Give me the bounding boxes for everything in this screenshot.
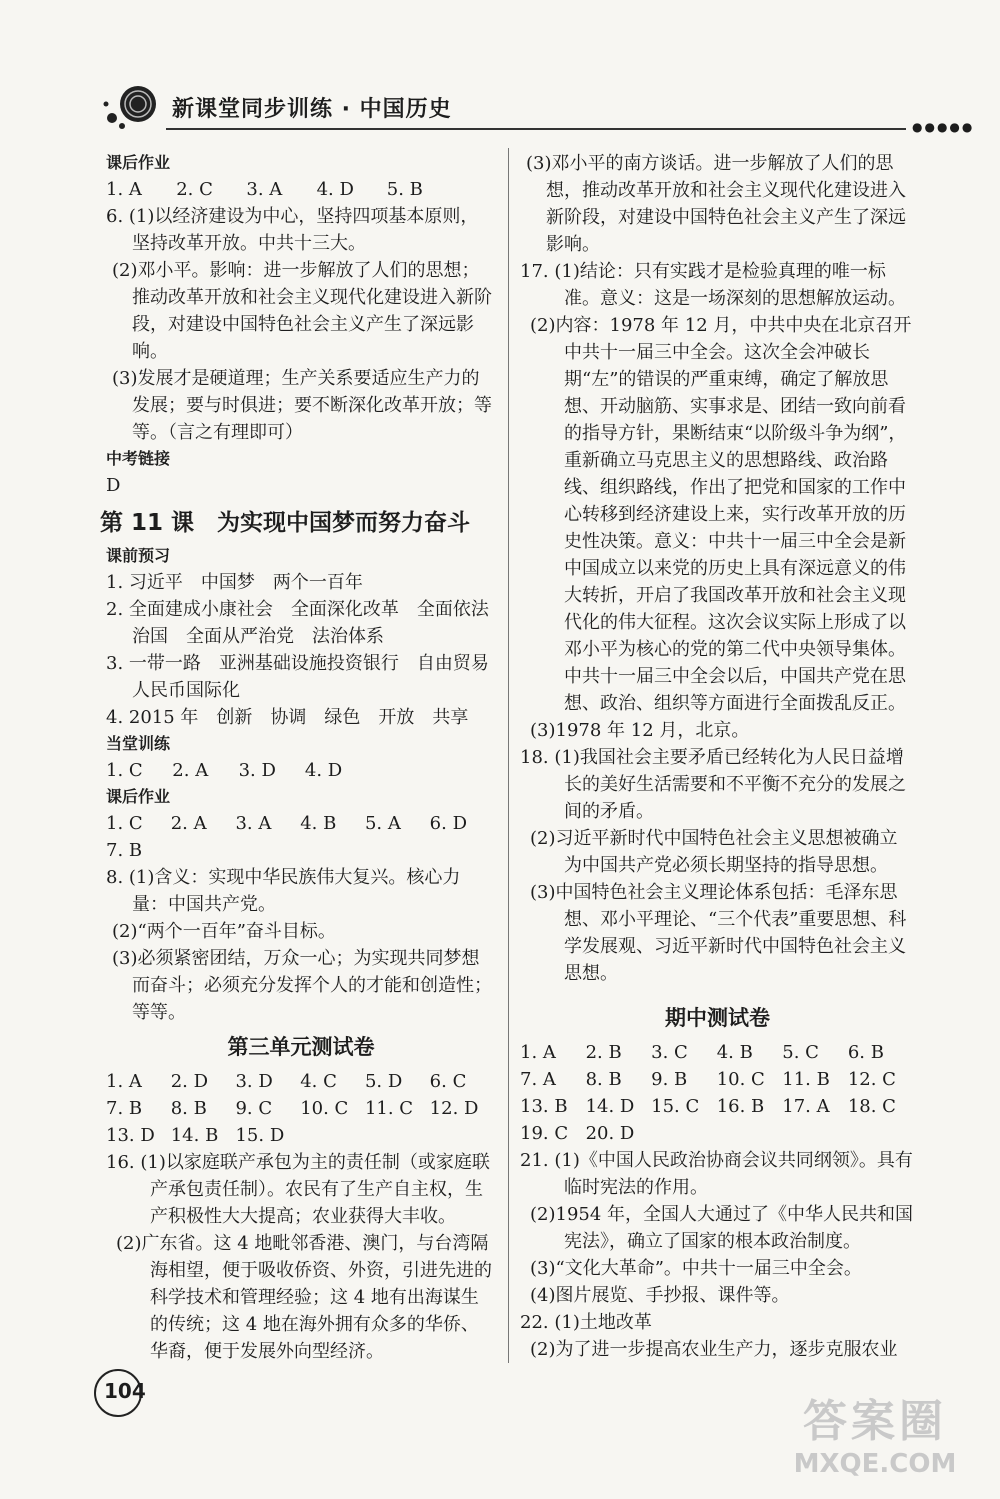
answer-item: 6. B — [847, 1042, 884, 1063]
answer-q22-1: 22. (1)土地改革 — [520, 1312, 652, 1333]
answer-pre-2: 2. 全面建成小康社会 全面深化改革 全面依法治国 全面从严治党 法治体系 — [106, 599, 489, 647]
answer-q18-3: (3)中国特色社会主义理论体系包括：毛泽东思想、邓小平理论、“三个代表”重要思想、科学发展观、习近平新时代中国特色社会主义思想。 — [530, 882, 907, 984]
answer-item: 14. D — [585, 1096, 635, 1117]
answer-item: 4. B — [300, 813, 337, 834]
answer-item: 18. C — [847, 1096, 896, 1117]
answer-q22-2: (2)为了进一步提高农业生产力，逐步克服农业 — [530, 1339, 898, 1360]
answer-item: 1. A — [106, 179, 142, 200]
book-title: 新课堂同步训练 · 中国历史 — [172, 97, 452, 122]
answer-item: 4. D — [304, 760, 343, 781]
answer-item: 1. A — [520, 1042, 556, 1063]
answer-q6-3: (3)发展才是硬道理；生产关系要适应生产力的发展；要与时俱进；要不断深化改革开放；等等。（言之有理即可） — [112, 368, 492, 443]
answer-q21-2: (2)1954 年，全国人大通过了《中华人民共和国宪法》，确立了国家的根本政治制度。 — [530, 1204, 914, 1252]
answer-q8-3: (3)必须紧密团结，万众一心；为实现共同梦想而奋斗；必须充分发挥个人的才能和创造性；等等。 — [112, 948, 492, 1023]
watermark — [775, 1395, 975, 1485]
page-number-badge — [94, 1365, 150, 1417]
answer-row — [106, 176, 496, 203]
answer-item: 10. C — [300, 1098, 349, 1119]
answer-item: 4. C — [300, 1071, 337, 1092]
answer-pre-1: 1. 习近平 中国梦 两个一百年 — [106, 572, 363, 593]
answer-q8-1: 8. (1)含义：实现中华民族伟大复兴。核心力量：中国共产党。 — [106, 867, 461, 915]
answer-item: 2. A — [172, 760, 209, 781]
answer-q18-2: (2)习近平新时代中国特色社会主义思想被确立为中国共产党必须长期坚持的指导思想。 — [530, 828, 898, 876]
answer-grid — [106, 1068, 496, 1149]
answer-q17-1: 17. (1)结论：只有实践才是检验真理的唯一标准。意义：这是一场深刻的思想解放运动。 — [520, 261, 906, 309]
answer-grid — [520, 1039, 915, 1147]
header-dots: ●●●●● — [912, 120, 975, 134]
answer-item: 12. C — [847, 1069, 896, 1090]
answer-item: 5. B — [386, 179, 423, 200]
watermark-url: MXQE.COM — [793, 1449, 957, 1479]
header-rule — [166, 128, 906, 130]
answer-q6-2: (2)邓小平。影响：进一步解放了人们的思想；推动改革开放和社会主义现代化建设进入新阶段，对建设中国特色社会主义产生了深远影响。 — [112, 260, 492, 362]
answer-row — [106, 757, 496, 784]
answer-pre-4: 4. 2015 年 创新 协调 绿色 开放 共享 — [106, 707, 469, 728]
answer-item: 9. C — [235, 1098, 273, 1119]
midterm-test-title: 期中测试卷 — [665, 1006, 770, 1030]
answer-item: 17. A — [782, 1096, 830, 1117]
section-heading: 课前预习 — [106, 546, 171, 565]
answer-item: 10. C — [716, 1069, 765, 1090]
answer-item: 9. B — [651, 1069, 688, 1090]
right-column — [520, 150, 915, 1363]
answer-item: 7. A — [520, 1069, 556, 1090]
section-heading: 中考链接 — [106, 449, 171, 468]
watermark-logo: 答案圈 — [803, 1396, 947, 1447]
unit-test-title: 第三单元测试卷 — [227, 1035, 375, 1059]
lesson-title: 第 11 课 为实现中国梦而努力奋斗 — [100, 510, 471, 536]
section-heading: 当堂训练 — [106, 734, 171, 753]
answer-item: 5. C — [782, 1042, 819, 1063]
answer-item: 13. B — [520, 1096, 568, 1117]
answer-item: 16. B — [716, 1096, 765, 1117]
answer-item: 2. C — [176, 179, 213, 200]
answer-item: 20. D — [585, 1123, 635, 1144]
answer-q16-1: 16. (1)以家庭联产承包为主的责任制（或家庭联产承包责任制）。农民有了生产自主权，生产积极性大大提高；农业获得大丰收。 — [106, 1152, 490, 1227]
page-number: 104 — [104, 1379, 146, 1403]
answer-item: 3. D — [235, 1071, 273, 1092]
answer-q17-2: (2)内容：1978 年 12 月，中共中央在北京召开中共十一届三中全会。这次全会冲破长期“左”的错误的严重束缚，确定了解放思想、开动脑筋、实事求是、团结一致向前看的指导方针，果断结束“以阶级斗争为纲”，重新确立马克思主义的思想路线、政治路线、组织路线，作出了把党和国家的工作中心转移到经济建设上来，实行改革开放的历史性决策。意义：中共十一届三中全会是新中国成立以来党的历史上具有深远意义的伟大转折，开启了我国改革开放和社会主义现代化的伟大征程。这次会议实际上形成了以邓小平为核心的党的第二代中央领导集体。中共十一届三中全会以后，中国共产党在思想、政治、组织等方面进行全面拨乱反正。 — [530, 315, 912, 714]
answer-item: 2. D — [170, 1071, 209, 1092]
answer-item: 7. B — [106, 1098, 143, 1119]
page-header — [100, 78, 975, 138]
answer-item: 8. B — [170, 1098, 207, 1119]
answer-item: 2. A — [170, 813, 207, 834]
column-divider — [508, 148, 509, 1363]
answer-item: 6. C — [429, 1071, 467, 1092]
answer-item: 5. D — [364, 1071, 403, 1092]
answer-item: 3. D — [238, 760, 276, 781]
answer-item: 1. C — [106, 813, 143, 834]
book-logo-icon — [100, 80, 160, 132]
answer-item: 2. B — [585, 1042, 622, 1063]
answer-q21-3: (3)“文化大革命”。中共十一届三中全会。 — [530, 1258, 862, 1279]
answer-q6-1: 6. (1)以经济建设为中心，坚持四项基本原则，坚持改革开放。中共十三大。 — [106, 206, 479, 254]
answer-item: 15. C — [651, 1096, 700, 1117]
answer-item: 4. B — [716, 1042, 753, 1063]
answer-item: 13. D — [106, 1125, 155, 1146]
answer-item: 3. C — [651, 1042, 688, 1063]
answer-item: 7. B — [106, 840, 143, 861]
answer-item: 12. D — [429, 1098, 479, 1119]
answer-item: 14. B — [170, 1125, 219, 1146]
answer-item: 8. B — [585, 1069, 622, 1090]
answer-q21-4: (4)图片展览、手抄报、课件等。 — [530, 1285, 790, 1306]
left-column — [100, 150, 507, 1365]
answer-q18-1: 18. (1)我国社会主要矛盾已经转化为人民日益增长的美好生活需要和不平衡不充分的发展之间的矛盾。 — [520, 747, 906, 822]
answer-item: 4. D — [316, 179, 354, 200]
section-heading: 课后作业 — [106, 153, 171, 172]
answer-item: 11. C — [364, 1098, 414, 1119]
answer-item: 15. D — [235, 1125, 285, 1146]
answer-pre-3: 3. 一带一路 亚洲基础设施投资银行 自由贸易 人民币国际化 — [106, 653, 507, 701]
answer-q16-2: (2)广东省。这 4 地毗邻香港、澳门，与台湾隔海相望，便于吸收侨资、外资，引进先进的科学技术和管理经验；这 4 地有出海谋生的传统；这 4 地在海外拥有众多的华侨、华裔，便于发展外向型经济。 — [116, 1233, 492, 1362]
section-heading: 课后作业 — [106, 787, 171, 806]
answer-item: 1. A — [106, 1071, 142, 1092]
answer-q17-3: (3)1978 年 12 月，北京。 — [530, 720, 750, 741]
answer-item: 6. D — [429, 813, 467, 834]
answer-item: 5. A — [364, 813, 401, 834]
answer-q21-1: 21. (1)《中国人民政治协商会议共同纲领》。具有临时宪法的作用。 — [520, 1150, 913, 1198]
answer-q8-2: (2)“两个一百年”奋斗目标。 — [112, 921, 336, 942]
answer-item: 19. C — [520, 1123, 569, 1144]
answer-q16-3: (3)邓小平的南方谈话。进一步解放了人们的思想，推动改革开放和社会主义现代化建设进入新阶段，对建设中国特色社会主义产生了深远影响。 — [526, 153, 906, 255]
answer-item: D — [106, 475, 121, 496]
answer-row — [106, 810, 496, 864]
answer-item: 11. B — [782, 1069, 830, 1090]
answer-item: 1. C — [106, 760, 143, 781]
answer-item: 3. A — [246, 179, 283, 200]
answer-item: 3. A — [235, 813, 272, 834]
